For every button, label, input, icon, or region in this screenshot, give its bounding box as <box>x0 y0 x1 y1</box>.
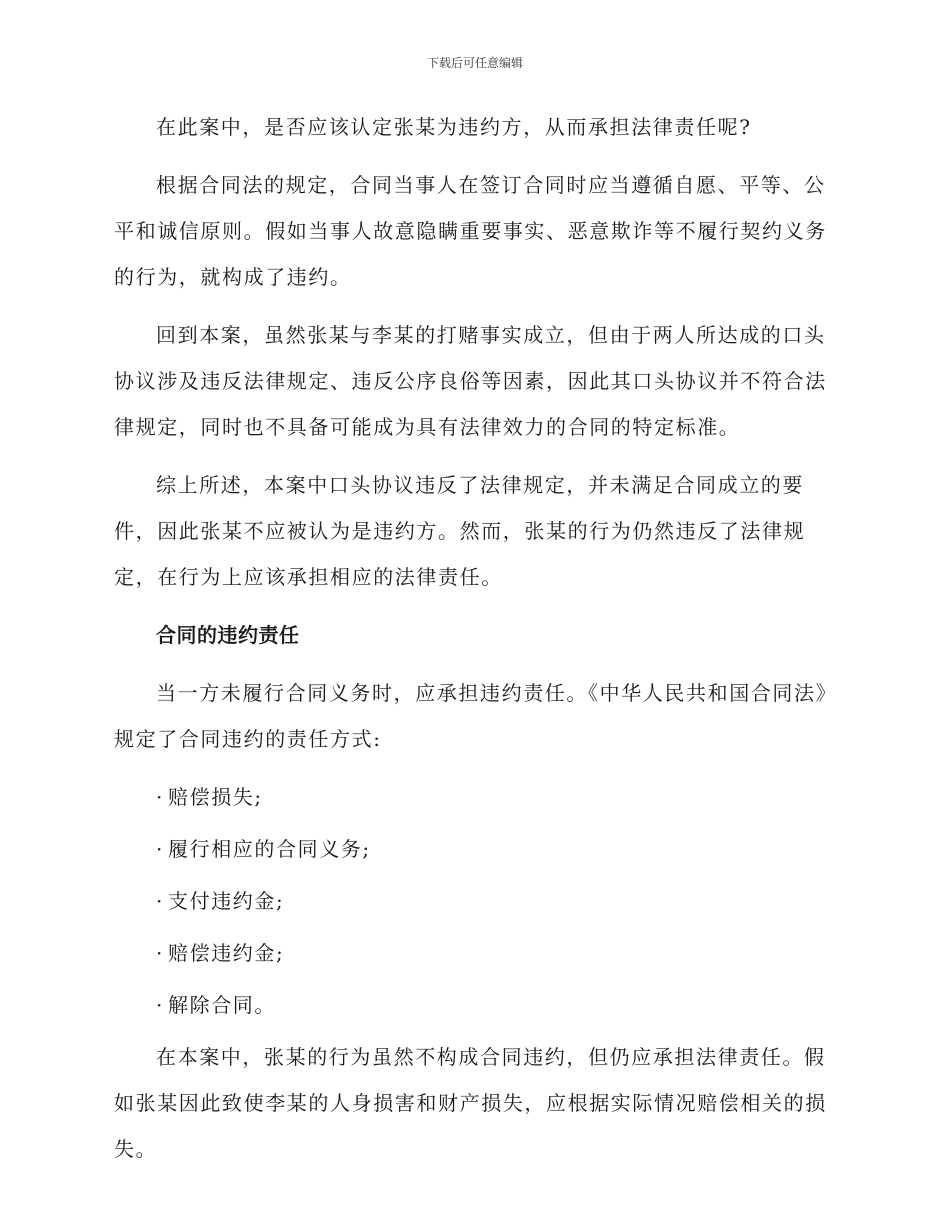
document-body <box>114 104 834 1184</box>
paragraph-6: 在本案中，张某的行为虽然不构成合同违约，但仍应承担法律责任。假如张某因此致使李某的人身损害和财产损失，应根据实际情况赔偿相关的损失。 <box>114 1045 827 1161</box>
header-note: 下载后可任意编辑 <box>426 56 523 70</box>
paragraph-1: 在此案中，是否应该认定张某为违约方，从而承担法律责任呢? <box>156 115 752 139</box>
paragraph-2: 根据合同法的规定，合同当事人在签订合同时应当遵循自愿、平等、公平和诚信原则。假如当事人故意隐瞒重要事实、恶意欺诈等不履行契约义务的行为，就构成了违约。 <box>114 173 827 289</box>
paragraph-3: 回到本案，虽然张某与李某的打赌事实成立，但由于两人所达成的口头协议涉及违反法律规定、违反公序良俗等因素，因此其口头协议并不符合法律规定，同时也不具备可能成为具有法律效力的合同的特定标准。 <box>114 323 827 439</box>
bullet-marker: · <box>156 941 164 965</box>
paragraph-4: 综上所述，本案中口头协议违反了法律规定，并未满足合同成立的要件，因此张某不应被认为是违约方。然而，张某的行为仍然违反了法律规定，在行为上应该承担相应的法律责任。 <box>114 473 806 589</box>
bullet-marker: · <box>156 993 164 1017</box>
list-item-text: 赔偿损失; <box>168 785 263 809</box>
list-item-text: 解除合同。 <box>168 993 276 1017</box>
bullet-marker: · <box>156 785 164 809</box>
list-item <box>114 930 834 976</box>
list-item-text: 履行相应的合同义务; <box>168 837 371 861</box>
paragraph-5: 当一方未履行合同义务时，应承担违约责任。《中华人民共和国合同法》规定了合同违约的责任方式: <box>114 681 828 751</box>
list-item <box>114 774 834 820</box>
list-item <box>114 982 834 1028</box>
section-heading: 合同的违约责任 <box>156 623 300 647</box>
list-item <box>114 878 834 924</box>
list-item <box>114 826 834 872</box>
bullet-marker: · <box>156 837 164 861</box>
list-item-text: 支付违约金; <box>168 889 285 913</box>
list-item-text: 赔偿违约金; <box>168 941 285 965</box>
bullet-marker: · <box>156 889 164 913</box>
